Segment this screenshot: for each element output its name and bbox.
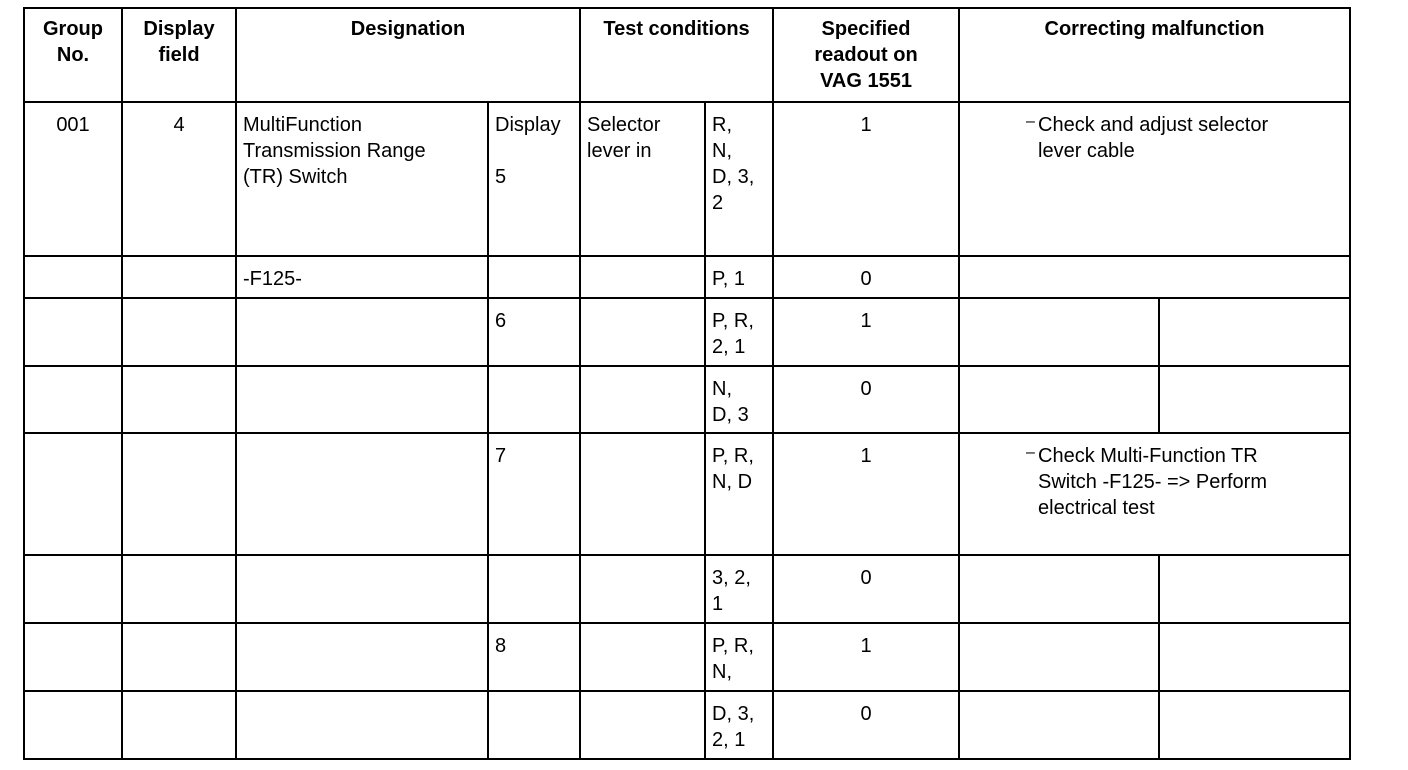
header-test-conditions: Test conditions	[580, 8, 773, 102]
positions-cell: 3, 2, 1	[705, 555, 773, 623]
table-row	[24, 433, 1350, 555]
condition-cell	[580, 691, 705, 759]
readout-cell: 0	[773, 691, 959, 759]
group-no-cell	[24, 366, 122, 433]
correction-cell	[959, 623, 1159, 691]
header-specified-readout: Specified readout on VAG 1551	[773, 8, 959, 102]
positions-cell: P, R, N,	[705, 623, 773, 691]
condition-cell	[580, 298, 705, 366]
correction-cell	[959, 102, 1350, 256]
positions-cell: P, R, 2, 1	[705, 298, 773, 366]
condition-cell	[580, 256, 705, 298]
group-no-cell	[24, 256, 122, 298]
header-display-field: Display field	[122, 8, 236, 102]
table-row	[24, 691, 1350, 759]
correction-text: Check Multi-Function TR Switch -F125- => Perform electrical test	[1038, 445, 1267, 519]
positions-cell: R, N, D, 3, 2	[705, 102, 773, 256]
readout-cell: 0	[773, 366, 959, 433]
header-correcting-malfunction: Correcting malfunction	[959, 8, 1350, 102]
header-group-no: Group No.	[24, 8, 122, 102]
table-row	[24, 623, 1350, 691]
display-cell: Display 5	[488, 102, 580, 256]
readout-cell: 1	[773, 102, 959, 256]
group-no-cell	[24, 433, 122, 555]
table-row	[24, 298, 1350, 366]
correction-cell-extra	[1159, 555, 1350, 623]
positions-cell: N, D, 3	[705, 366, 773, 433]
designation-cell	[236, 623, 488, 691]
condition-cell	[580, 555, 705, 623]
correction-cell	[959, 298, 1159, 366]
condition-cell	[580, 366, 705, 433]
display-field-cell: 4	[122, 102, 236, 256]
correction-cell-extra	[1159, 623, 1350, 691]
correction-cell-extra	[1159, 691, 1350, 759]
readout-cell: 1	[773, 433, 959, 555]
display-field-cell	[122, 298, 236, 366]
positions-cell: D, 3, 2, 1	[705, 691, 773, 759]
dash-bullet-icon: –	[1026, 444, 1035, 461]
condition-cell	[580, 433, 705, 555]
group-no-cell	[24, 691, 122, 759]
readout-cell: 1	[773, 623, 959, 691]
correction-cell-extra	[1159, 298, 1350, 366]
correction-bullet	[966, 443, 1343, 521]
display-cell	[488, 691, 580, 759]
table-row	[24, 555, 1350, 623]
designation-cell	[236, 366, 488, 433]
designation-cell	[236, 298, 488, 366]
designation-cell	[236, 555, 488, 623]
header-designation: Designation	[236, 8, 580, 102]
condition-cell	[580, 623, 705, 691]
display-field-cell	[122, 555, 236, 623]
positions-cell: P, R, N, D	[705, 433, 773, 555]
readout-cell: 1	[773, 298, 959, 366]
display-field-cell	[122, 366, 236, 433]
correction-bullet	[966, 112, 1343, 164]
correction-cell	[959, 256, 1350, 298]
display-cell: 6	[488, 298, 580, 366]
display-cell: 8	[488, 623, 580, 691]
correction-cell	[959, 366, 1159, 433]
display-cell	[488, 366, 580, 433]
table-row	[24, 102, 1350, 256]
header-row	[24, 8, 1350, 102]
readout-cell: 0	[773, 256, 959, 298]
display-field-cell	[122, 256, 236, 298]
display-cell: 7	[488, 433, 580, 555]
group-no-cell	[24, 555, 122, 623]
designation-cell: MultiFunction Transmission Range (TR) Switch	[236, 102, 488, 256]
group-no-cell: 001	[24, 102, 122, 256]
display-cell	[488, 256, 580, 298]
correction-cell-extra	[1159, 366, 1350, 433]
designation-cell: -F125-	[236, 256, 488, 298]
correction-cell	[959, 433, 1350, 555]
dash-bullet-icon: –	[1026, 113, 1035, 130]
group-no-cell	[24, 298, 122, 366]
table-row	[24, 366, 1350, 433]
designation-cell	[236, 691, 488, 759]
diagnostic-table	[23, 7, 1351, 760]
correction-cell	[959, 555, 1159, 623]
correction-text: Check and adjust selector lever cable	[1038, 114, 1269, 162]
condition-cell: Selector lever in	[580, 102, 705, 256]
group-no-cell	[24, 623, 122, 691]
display-field-cell	[122, 433, 236, 555]
display-field-cell	[122, 691, 236, 759]
designation-cell	[236, 433, 488, 555]
positions-cell: P, 1	[705, 256, 773, 298]
display-cell	[488, 555, 580, 623]
table-row	[24, 256, 1350, 298]
correction-cell	[959, 691, 1159, 759]
display-field-cell	[122, 623, 236, 691]
readout-cell: 0	[773, 555, 959, 623]
